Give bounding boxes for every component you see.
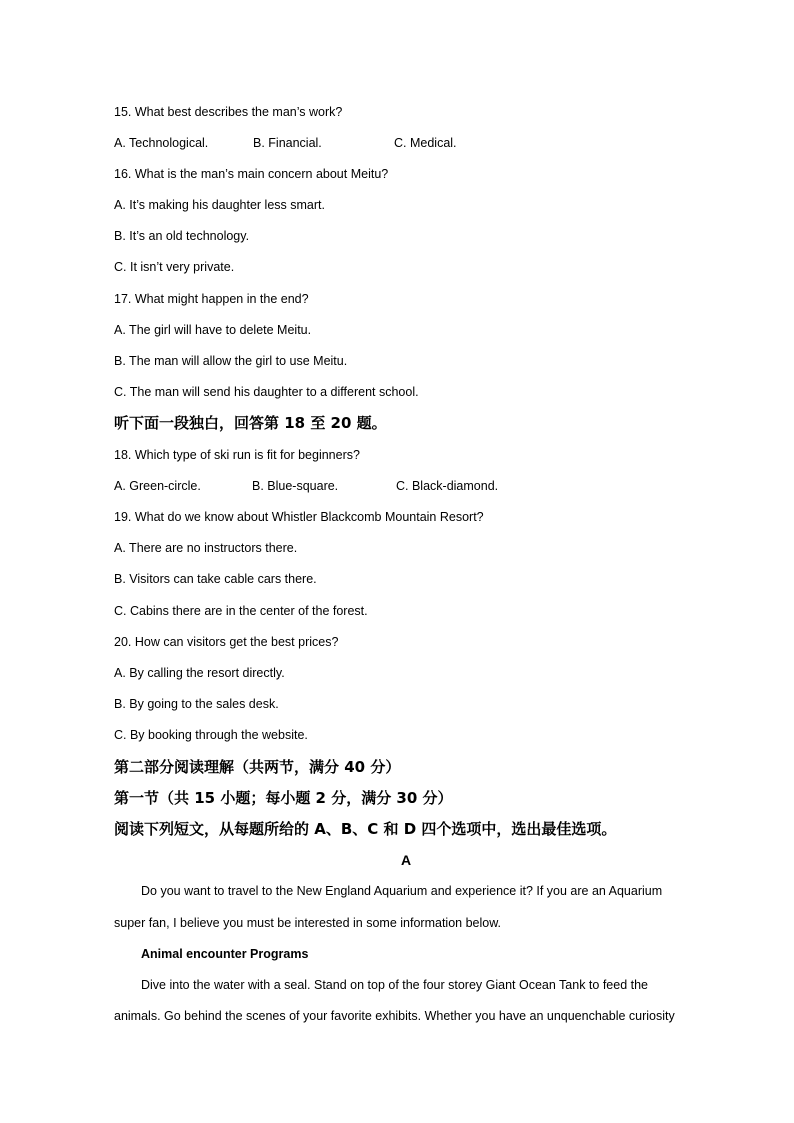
passage-para1-line2: super fan, I believe you must be interested in some information below. bbox=[114, 916, 502, 930]
section1-title: 第一节（共 15 小题；每小题 2 分，满分 30 分） bbox=[114, 789, 453, 807]
q18-option-b: B. Blue-square. bbox=[252, 479, 339, 493]
passage-para1-line1: Do you want to travel to the New England Aquarium and experience it? If you are an Aquarium bbox=[141, 884, 663, 898]
question-17: 17. What might happen in the end? bbox=[114, 292, 309, 306]
q17-option-a: A. The girl will have to delete Meitu. bbox=[114, 323, 312, 337]
q16-option-c: C. It isn’t very private. bbox=[114, 260, 235, 274]
q18-option-c: C. Black-diamond. bbox=[396, 479, 499, 493]
part2-title: 第二部分阅读理解（共两节，满分 40 分） bbox=[114, 758, 401, 776]
question-16: 16. What is the man’s main concern about Meitu? bbox=[114, 167, 389, 181]
passage-para2-line2: animals. Go behind the scenes of your favorite exhibits. Whether you have an unquenchable curiosity bbox=[114, 1009, 675, 1023]
q16-option-b: B. It’s an old technology. bbox=[114, 229, 250, 243]
q15-option-a: A. Technological. bbox=[114, 136, 209, 150]
q20-option-b: B. By going to the sales desk. bbox=[114, 697, 279, 711]
q15-option-c: C. Medical. bbox=[394, 136, 457, 150]
q16-option-a: A. It’s making his daughter less smart. bbox=[114, 198, 325, 212]
question-18: 18. Which type of ski run is fit for beginners? bbox=[114, 448, 360, 462]
q20-option-c: C. By booking through the website. bbox=[114, 728, 308, 742]
passage-label: A bbox=[400, 852, 412, 868]
q19-option-c: C. Cabins there are in the center of the forest. bbox=[114, 604, 368, 618]
section-instruction-18-20: 听下面一段独白，回答第 18 至 20 题。 bbox=[114, 414, 387, 432]
passage-subheading: Animal encounter Programs bbox=[141, 947, 309, 961]
q17-option-b: B. The man will allow the girl to use Meitu. bbox=[114, 354, 348, 368]
question-19: 19. What do we know about Whistler Blackcomb Mountain Resort? bbox=[114, 510, 484, 524]
q17-option-c: C. The man will send his daughter to a different school. bbox=[114, 385, 419, 399]
question-20: 20. How can visitors get the best prices? bbox=[114, 635, 339, 649]
q20-option-a: A. By calling the resort directly. bbox=[114, 666, 285, 680]
q15-option-b: B. Financial. bbox=[253, 136, 322, 150]
q18-option-a: A. Green-circle. bbox=[114, 479, 201, 493]
section1-instruction: 阅读下列短文，从每题所给的 A、B、C 和 D 四个选项中，选出最佳选项。 bbox=[114, 820, 617, 838]
question-15: 15. What best describes the man’s work? bbox=[114, 105, 343, 119]
passage-para2-line1: Dive into the water with a seal. Stand on top of the four storey Giant Ocean Tank to feed the bbox=[141, 978, 649, 992]
q19-option-a: A. There are no instructors there. bbox=[114, 541, 298, 555]
q19-option-b: B. Visitors can take cable cars there. bbox=[114, 572, 317, 586]
